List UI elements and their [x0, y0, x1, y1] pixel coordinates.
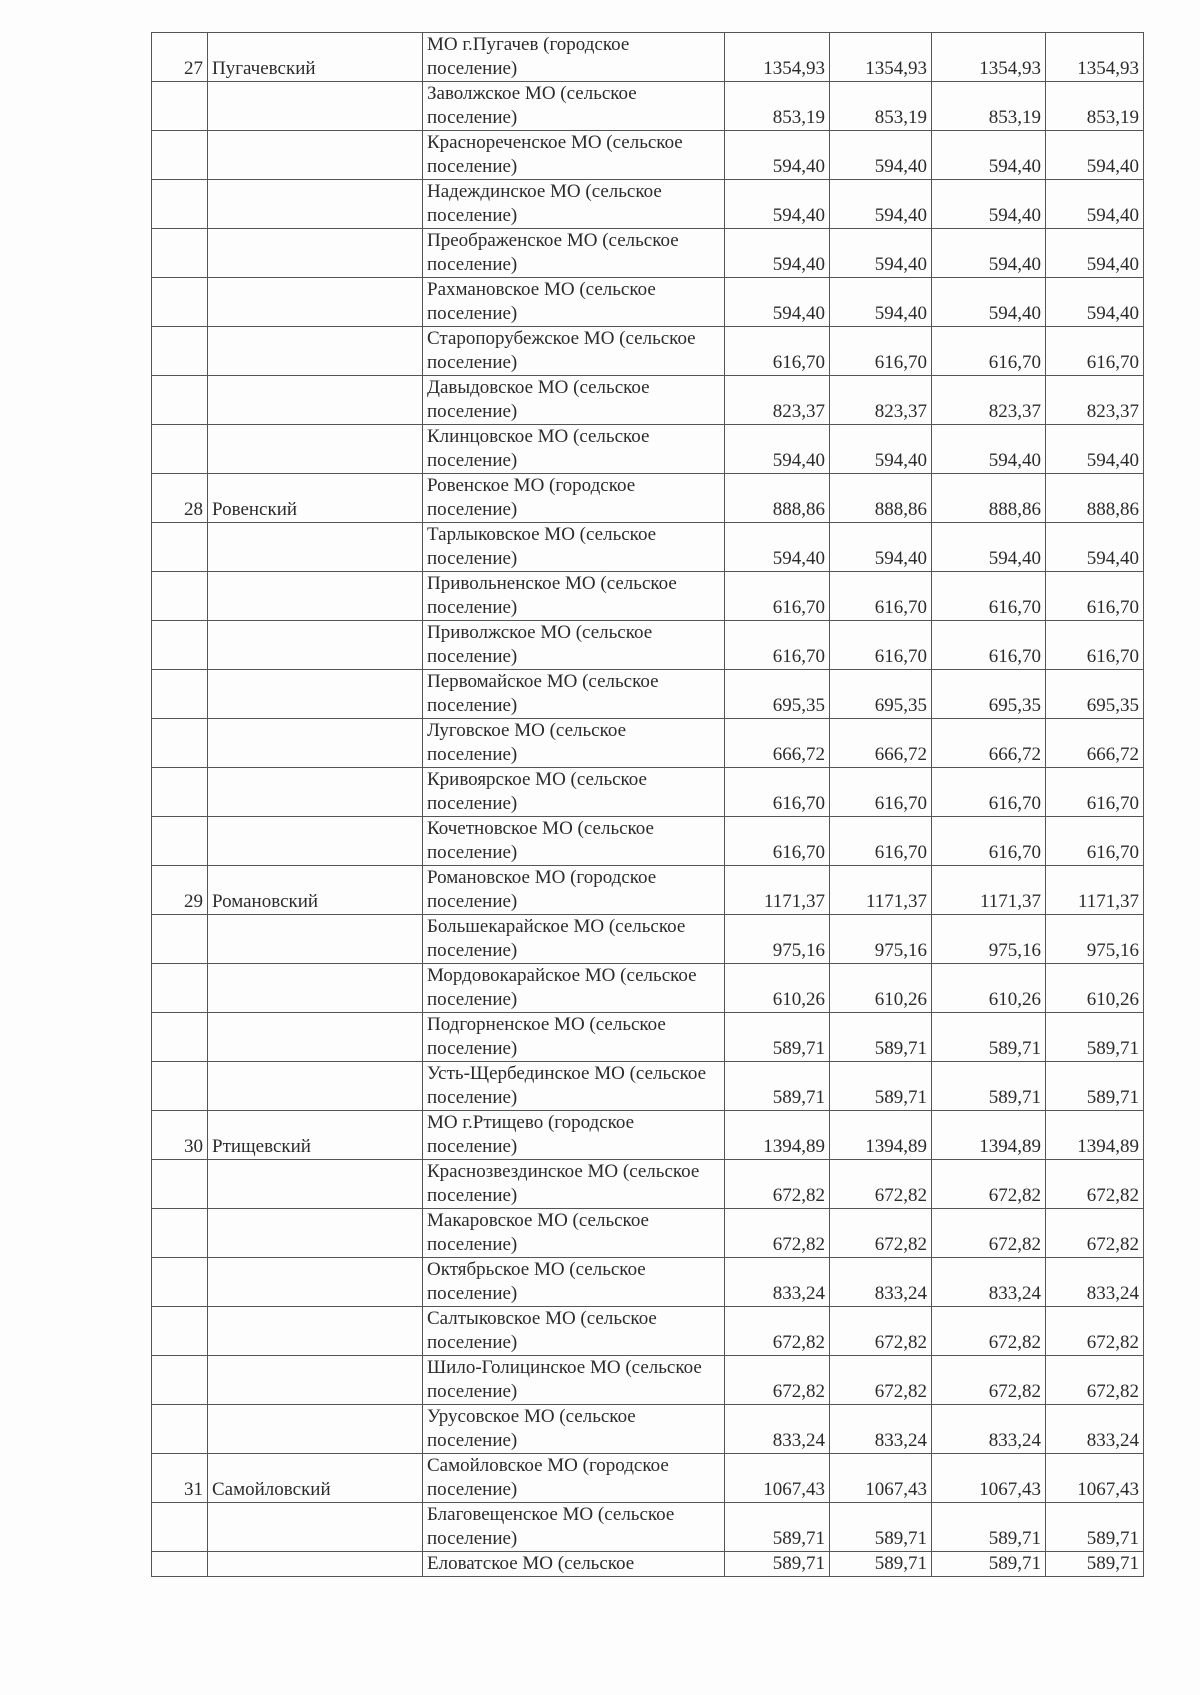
- value-cell-3: 616,70: [932, 817, 1046, 866]
- value-cell-3: 594,40: [932, 278, 1046, 327]
- table-row: [152, 768, 1144, 817]
- row-number: 28: [152, 474, 208, 523]
- municipality-name: Ровенское МО (городское поселение): [423, 474, 725, 523]
- value-cell-4: 695,35: [1046, 670, 1144, 719]
- table-row: [152, 719, 1144, 768]
- municipality-name: Мордовокарайское МО (сельское поселение): [423, 964, 725, 1013]
- municipality-name: Тарлыковское МО (сельское поселение): [423, 523, 725, 572]
- value-cell-1: 833,24: [725, 1258, 830, 1307]
- value-cell-3: 594,40: [932, 229, 1046, 278]
- value-cell-1: 616,70: [725, 572, 830, 621]
- table-row: [152, 1258, 1144, 1307]
- municipality-name: Подгорненское МО (сельское поселение): [423, 1013, 725, 1062]
- municipality-name: Клинцовское МО (сельское поселение): [423, 425, 725, 474]
- value-cell-3: 853,19: [932, 82, 1046, 131]
- municipality-name: Усть-Щербединское МО (сельское поселение): [423, 1062, 725, 1111]
- value-cell-3: 672,82: [932, 1209, 1046, 1258]
- municipality-name: Салтыковское МО (сельское поселение): [423, 1307, 725, 1356]
- value-cell-1: 833,24: [725, 1405, 830, 1454]
- district-name: [208, 768, 423, 817]
- value-cell-4: 1171,37: [1046, 866, 1144, 915]
- value-cell-3: 833,24: [932, 1258, 1046, 1307]
- value-cell-4: 589,71: [1046, 1503, 1144, 1552]
- value-cell-1: 616,70: [725, 327, 830, 376]
- row-number: [152, 278, 208, 327]
- value-cell-2: 594,40: [830, 180, 932, 229]
- value-cell-2: 594,40: [830, 523, 932, 572]
- municipality-name: Еловатское МО (сельское: [423, 1552, 725, 1577]
- district-name: [208, 1062, 423, 1111]
- row-number: [152, 327, 208, 376]
- municipality-name: Надеждинское МО (сельское поселение): [423, 180, 725, 229]
- value-cell-4: 833,24: [1046, 1258, 1144, 1307]
- row-number: [152, 1258, 208, 1307]
- district-name: Ртищевский: [208, 1111, 423, 1160]
- value-cell-1: 1171,37: [725, 866, 830, 915]
- value-cell-3: 666,72: [932, 719, 1046, 768]
- municipality-name: Шило-Голицинское МО (сельское поселение): [423, 1356, 725, 1405]
- value-cell-1: 1394,89: [725, 1111, 830, 1160]
- row-number: [152, 817, 208, 866]
- value-cell-3: 672,82: [932, 1307, 1046, 1356]
- table-row: [152, 1307, 1144, 1356]
- value-cell-1: 853,19: [725, 82, 830, 131]
- value-cell-3: 823,37: [932, 376, 1046, 425]
- value-cell-2: 594,40: [830, 278, 932, 327]
- value-cell-4: 672,82: [1046, 1160, 1144, 1209]
- district-name: [208, 817, 423, 866]
- municipality-name: Привольненское МО (сельское поселение): [423, 572, 725, 621]
- value-cell-4: 1394,89: [1046, 1111, 1144, 1160]
- municipality-name: Первомайское МО (сельское поселение): [423, 670, 725, 719]
- table-body: [152, 33, 1144, 1577]
- municipality-name: МО г.Ртищево (городское поселение): [423, 1111, 725, 1160]
- table-row: [152, 964, 1144, 1013]
- value-cell-2: 672,82: [830, 1307, 932, 1356]
- value-cell-1: 616,70: [725, 768, 830, 817]
- district-name: [208, 1209, 423, 1258]
- value-cell-4: 594,40: [1046, 523, 1144, 572]
- district-name: [208, 572, 423, 621]
- table-row: [152, 131, 1144, 180]
- value-cell-4: 616,70: [1046, 817, 1144, 866]
- value-cell-3: 616,70: [932, 327, 1046, 376]
- district-name: [208, 180, 423, 229]
- value-cell-4: 594,40: [1046, 131, 1144, 180]
- district-name: [208, 425, 423, 474]
- value-cell-3: 672,82: [932, 1356, 1046, 1405]
- value-cell-1: 594,40: [725, 180, 830, 229]
- table-row: [152, 33, 1144, 82]
- district-name: [208, 1405, 423, 1454]
- row-number: [152, 523, 208, 572]
- value-cell-1: 610,26: [725, 964, 830, 1013]
- row-number: [152, 425, 208, 474]
- district-name: [208, 1307, 423, 1356]
- value-cell-3: 833,24: [932, 1405, 1046, 1454]
- district-name: Самойловский: [208, 1454, 423, 1503]
- table-row: [152, 1552, 1144, 1577]
- district-name: [208, 523, 423, 572]
- value-cell-2: 1354,93: [830, 33, 932, 82]
- value-cell-4: 853,19: [1046, 82, 1144, 131]
- value-cell-3: 594,40: [932, 425, 1046, 474]
- value-cell-3: 594,40: [932, 131, 1046, 180]
- value-cell-3: 589,71: [932, 1552, 1046, 1577]
- value-cell-1: 975,16: [725, 915, 830, 964]
- value-cell-2: 589,71: [830, 1013, 932, 1062]
- value-cell-1: 888,86: [725, 474, 830, 523]
- row-number: [152, 1062, 208, 1111]
- value-cell-4: 616,70: [1046, 621, 1144, 670]
- row-number: [152, 1503, 208, 1552]
- value-cell-2: 666,72: [830, 719, 932, 768]
- value-cell-1: 594,40: [725, 425, 830, 474]
- value-cell-1: 695,35: [725, 670, 830, 719]
- district-name: [208, 278, 423, 327]
- value-cell-2: 695,35: [830, 670, 932, 719]
- table-row: [152, 572, 1144, 621]
- district-name: [208, 1356, 423, 1405]
- value-cell-4: 666,72: [1046, 719, 1144, 768]
- row-number: [152, 1405, 208, 1454]
- value-cell-4: 589,71: [1046, 1062, 1144, 1111]
- value-cell-3: 589,71: [932, 1013, 1046, 1062]
- value-cell-2: 1067,43: [830, 1454, 932, 1503]
- table-row: [152, 1062, 1144, 1111]
- value-cell-2: 823,37: [830, 376, 932, 425]
- table-row: [152, 229, 1144, 278]
- row-number: 30: [152, 1111, 208, 1160]
- value-cell-3: 594,40: [932, 180, 1046, 229]
- row-number: [152, 1356, 208, 1405]
- table-row: [152, 1454, 1144, 1503]
- row-number: [152, 621, 208, 670]
- value-cell-4: 616,70: [1046, 327, 1144, 376]
- value-cell-3: 610,26: [932, 964, 1046, 1013]
- value-cell-2: 975,16: [830, 915, 932, 964]
- value-cell-2: 1171,37: [830, 866, 932, 915]
- value-cell-1: 589,71: [725, 1062, 830, 1111]
- value-cell-4: 616,70: [1046, 768, 1144, 817]
- district-name: [208, 670, 423, 719]
- row-number: [152, 964, 208, 1013]
- value-cell-2: 1394,89: [830, 1111, 932, 1160]
- value-cell-4: 589,71: [1046, 1013, 1144, 1062]
- value-cell-2: 616,70: [830, 621, 932, 670]
- value-cell-1: 672,82: [725, 1307, 830, 1356]
- district-name: [208, 719, 423, 768]
- value-cell-1: 589,71: [725, 1013, 830, 1062]
- district-name: [208, 327, 423, 376]
- value-cell-1: 672,82: [725, 1160, 830, 1209]
- district-name: [208, 1160, 423, 1209]
- table-row: [152, 376, 1144, 425]
- district-name: [208, 915, 423, 964]
- municipality-name: Старопорубежское МО (сельское поселение): [423, 327, 725, 376]
- row-number: [152, 572, 208, 621]
- municipality-name: Самойловское МО (городское поселение): [423, 1454, 725, 1503]
- district-name: Ровенский: [208, 474, 423, 523]
- row-number: [152, 1209, 208, 1258]
- municipality-name: МО г.Пугачев (городское поселение): [423, 33, 725, 82]
- value-cell-4: 589,71: [1046, 1552, 1144, 1577]
- value-cell-4: 594,40: [1046, 229, 1144, 278]
- tariff-table: [151, 32, 1144, 1577]
- value-cell-4: 616,70: [1046, 572, 1144, 621]
- value-cell-4: 1354,93: [1046, 33, 1144, 82]
- row-number: [152, 82, 208, 131]
- value-cell-1: 672,82: [725, 1356, 830, 1405]
- value-cell-3: 672,82: [932, 1160, 1046, 1209]
- value-cell-3: 589,71: [932, 1503, 1046, 1552]
- district-name: [208, 621, 423, 670]
- value-cell-4: 594,40: [1046, 278, 1144, 327]
- municipality-name: Краснозвездинское МО (сельское поселение): [423, 1160, 725, 1209]
- value-cell-2: 672,82: [830, 1209, 932, 1258]
- row-number: [152, 1013, 208, 1062]
- district-name: Пугачевский: [208, 33, 423, 82]
- district-name: Романовский: [208, 866, 423, 915]
- value-cell-4: 975,16: [1046, 915, 1144, 964]
- municipality-name: Давыдовское МО (сельское поселение): [423, 376, 725, 425]
- municipality-name: Луговское МО (сельское поселение): [423, 719, 725, 768]
- district-name: [208, 131, 423, 180]
- value-cell-4: 594,40: [1046, 425, 1144, 474]
- row-number: 29: [152, 866, 208, 915]
- table-row: [152, 817, 1144, 866]
- row-number: [152, 768, 208, 817]
- table-row: [152, 866, 1144, 915]
- table-row: [152, 523, 1144, 572]
- value-cell-1: 823,37: [725, 376, 830, 425]
- row-number: [152, 376, 208, 425]
- value-cell-1: 589,71: [725, 1503, 830, 1552]
- table-row: [152, 82, 1144, 131]
- row-number: 27: [152, 33, 208, 82]
- value-cell-2: 594,40: [830, 131, 932, 180]
- row-number: [152, 131, 208, 180]
- municipality-name: Краснореченское МО (сельское поселение): [423, 131, 725, 180]
- municipality-name: Романовское МО (городское поселение): [423, 866, 725, 915]
- district-name: [208, 376, 423, 425]
- value-cell-1: 594,40: [725, 131, 830, 180]
- value-cell-3: 616,70: [932, 621, 1046, 670]
- value-cell-2: 594,40: [830, 229, 932, 278]
- district-name: [208, 1552, 423, 1577]
- table-row: [152, 1013, 1144, 1062]
- municipality-name: Большекарайское МО (сельское поселение): [423, 915, 725, 964]
- value-cell-2: 616,70: [830, 572, 932, 621]
- value-cell-3: 589,71: [932, 1062, 1046, 1111]
- municipality-name: Кривоярское МО (сельское поселение): [423, 768, 725, 817]
- row-number: [152, 1307, 208, 1356]
- value-cell-4: 888,86: [1046, 474, 1144, 523]
- table-row: [152, 1356, 1144, 1405]
- municipality-name: Рахмановское МО (сельское поселение): [423, 278, 725, 327]
- municipality-name: Макаровское МО (сельское поселение): [423, 1209, 725, 1258]
- value-cell-1: 666,72: [725, 719, 830, 768]
- value-cell-1: 589,71: [725, 1552, 830, 1577]
- value-cell-3: 695,35: [932, 670, 1046, 719]
- value-cell-2: 853,19: [830, 82, 932, 131]
- value-cell-1: 672,82: [725, 1209, 830, 1258]
- value-cell-2: 888,86: [830, 474, 932, 523]
- value-cell-4: 823,37: [1046, 376, 1144, 425]
- value-cell-4: 594,40: [1046, 180, 1144, 229]
- municipality-name: Урусовское МО (сельское поселение): [423, 1405, 725, 1454]
- municipality-name: Октябрьское МО (сельское поселение): [423, 1258, 725, 1307]
- value-cell-3: 888,86: [932, 474, 1046, 523]
- value-cell-2: 616,70: [830, 768, 932, 817]
- value-cell-4: 672,82: [1046, 1209, 1144, 1258]
- district-name: [208, 1503, 423, 1552]
- value-cell-1: 616,70: [725, 817, 830, 866]
- table-row: [152, 278, 1144, 327]
- value-cell-1: 594,40: [725, 278, 830, 327]
- value-cell-2: 610,26: [830, 964, 932, 1013]
- value-cell-2: 672,82: [830, 1356, 932, 1405]
- municipality-name: Преображенское МО (сельское поселение): [423, 229, 725, 278]
- value-cell-4: 833,24: [1046, 1405, 1144, 1454]
- table-row: [152, 915, 1144, 964]
- value-cell-1: 1067,43: [725, 1454, 830, 1503]
- district-name: [208, 964, 423, 1013]
- value-cell-2: 616,70: [830, 817, 932, 866]
- district-name: [208, 1258, 423, 1307]
- row-number: [152, 1160, 208, 1209]
- value-cell-2: 833,24: [830, 1258, 932, 1307]
- value-cell-4: 610,26: [1046, 964, 1144, 1013]
- table-row: [152, 1111, 1144, 1160]
- value-cell-3: 616,70: [932, 572, 1046, 621]
- table-row: [152, 1209, 1144, 1258]
- table-row: [152, 1503, 1144, 1552]
- value-cell-2: 833,24: [830, 1405, 932, 1454]
- value-cell-4: 1067,43: [1046, 1454, 1144, 1503]
- value-cell-3: 1354,93: [932, 33, 1046, 82]
- row-number: [152, 915, 208, 964]
- table-row: [152, 180, 1144, 229]
- value-cell-2: 594,40: [830, 425, 932, 474]
- value-cell-2: 672,82: [830, 1160, 932, 1209]
- row-number: [152, 180, 208, 229]
- district-name: [208, 229, 423, 278]
- value-cell-4: 672,82: [1046, 1356, 1144, 1405]
- table-row: [152, 425, 1144, 474]
- table-row: [152, 1160, 1144, 1209]
- value-cell-2: 589,71: [830, 1552, 932, 1577]
- value-cell-3: 1171,37: [932, 866, 1046, 915]
- value-cell-3: 594,40: [932, 523, 1046, 572]
- value-cell-3: 1067,43: [932, 1454, 1046, 1503]
- value-cell-3: 616,70: [932, 768, 1046, 817]
- row-number: 31: [152, 1454, 208, 1503]
- district-name: [208, 1013, 423, 1062]
- value-cell-3: 975,16: [932, 915, 1046, 964]
- value-cell-2: 589,71: [830, 1062, 932, 1111]
- value-cell-1: 616,70: [725, 621, 830, 670]
- row-number: [152, 719, 208, 768]
- district-name: [208, 82, 423, 131]
- value-cell-1: 594,40: [725, 229, 830, 278]
- value-cell-2: 589,71: [830, 1503, 932, 1552]
- value-cell-2: 616,70: [830, 327, 932, 376]
- value-cell-3: 1394,89: [932, 1111, 1046, 1160]
- municipality-name: Заволжское МО (сельское поселение): [423, 82, 725, 131]
- table-row: [152, 327, 1144, 376]
- municipality-name: Приволжское МО (сельское поселение): [423, 621, 725, 670]
- municipality-name: Благовещенское МО (сельское поселение): [423, 1503, 725, 1552]
- row-number: [152, 670, 208, 719]
- row-number: [152, 229, 208, 278]
- row-number: [152, 1552, 208, 1577]
- value-cell-4: 672,82: [1046, 1307, 1144, 1356]
- municipality-name: Кочетновское МО (сельское поселение): [423, 817, 725, 866]
- table-row: [152, 670, 1144, 719]
- table-row: [152, 621, 1144, 670]
- value-cell-1: 1354,93: [725, 33, 830, 82]
- value-cell-1: 594,40: [725, 523, 830, 572]
- table-row: [152, 474, 1144, 523]
- table-row: [152, 1405, 1144, 1454]
